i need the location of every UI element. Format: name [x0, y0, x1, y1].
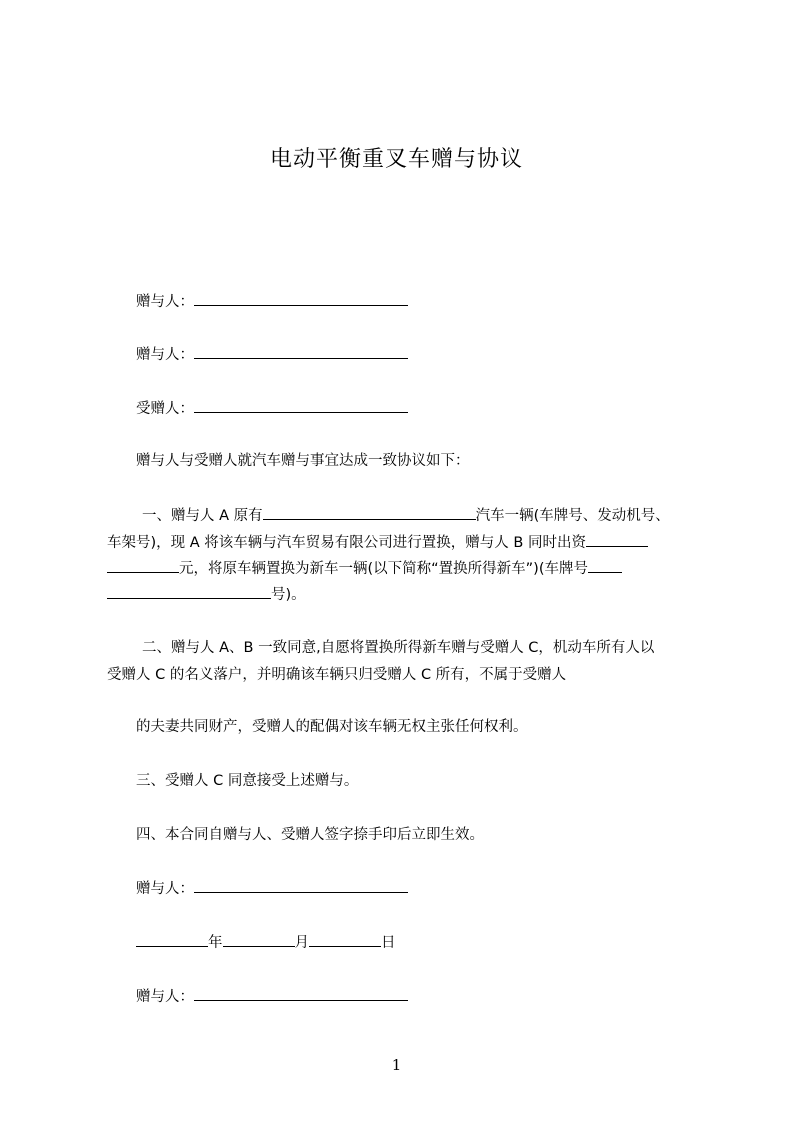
- donor-label: 赠与人：: [136, 989, 194, 1005]
- clause-1-line-2: [107, 532, 648, 553]
- recipient-line: [136, 398, 408, 419]
- amount-blank[interactable]: [586, 532, 648, 547]
- signature-line-1: [136, 878, 408, 899]
- intro-paragraph: 赠与人与受赠人就汽车赠与事宜达成一致协议如下：: [136, 453, 470, 469]
- donor-label: 赠与人：: [136, 294, 194, 310]
- clause-4: 四、本合同自赠与人、受赠人签字捺手印后立即生效。: [136, 827, 484, 843]
- clause-1-line-3: [107, 558, 622, 579]
- clause-2-line-2: 受赠人 C 的名义落户，并明确该车辆只归受赠人 C 所有，不属于受赠人: [107, 667, 567, 683]
- month-label: 月: [294, 935, 309, 951]
- donor-line-2: [136, 344, 408, 365]
- donor-label: 赠与人：: [136, 881, 194, 897]
- plate-number-blank[interactable]: [107, 584, 271, 599]
- recipient-label: 受赠人：: [136, 401, 194, 417]
- month-blank[interactable]: [223, 932, 295, 947]
- clause-1-text: 汽车一辆(车牌号、发动机号、: [475, 508, 670, 524]
- page-number: 1: [391, 1056, 402, 1074]
- recipient-name-blank[interactable]: [194, 398, 408, 413]
- day-label: 日: [381, 935, 396, 951]
- donor-label: 赠与人：: [136, 347, 194, 363]
- amount-blank[interactable]: [107, 558, 179, 573]
- clause-1-text: 号)。: [271, 587, 306, 603]
- clause-1-text: 一、赠与人 A 原有: [142, 508, 263, 524]
- clause-2-line-1: 二、赠与人 A、B 一致同意,自愿将置换所得新车赠与受赠人 C，机动车所有人以: [142, 640, 655, 656]
- donor-name-blank[interactable]: [194, 291, 408, 306]
- plate-number-blank[interactable]: [588, 558, 622, 573]
- day-blank[interactable]: [309, 932, 381, 947]
- clause-1-text: 车架号)，现 A 将该车辆与汽车贸易有限公司进行置换，赠与人 B 同时出资: [107, 535, 586, 551]
- clause-1-text: 元，将原车辆置换为新车一辆(以下简称“置换所得新车”)(车牌号: [179, 561, 588, 577]
- document-title: 电动平衡重叉车赠与协议: [269, 147, 523, 172]
- year-blank[interactable]: [136, 932, 208, 947]
- signature-line-2: [136, 986, 408, 1007]
- year-label: 年: [208, 935, 223, 951]
- clause-1-line-1: [142, 505, 670, 526]
- clause-1-line-4: [107, 584, 306, 605]
- clause-2-line-3: 的夫妻共同财产，受赠人的配偶对该车辆无权主张任何权利。: [136, 719, 528, 735]
- donor-line-1: [136, 291, 408, 312]
- vehicle-model-blank[interactable]: [263, 505, 476, 520]
- clause-3: 三、受赠人 C 同意接受上述赠与。: [136, 773, 359, 789]
- signature-blank[interactable]: [194, 878, 408, 893]
- date-line: [136, 932, 396, 953]
- signature-blank[interactable]: [194, 986, 408, 1001]
- donor-name-blank[interactable]: [194, 344, 408, 359]
